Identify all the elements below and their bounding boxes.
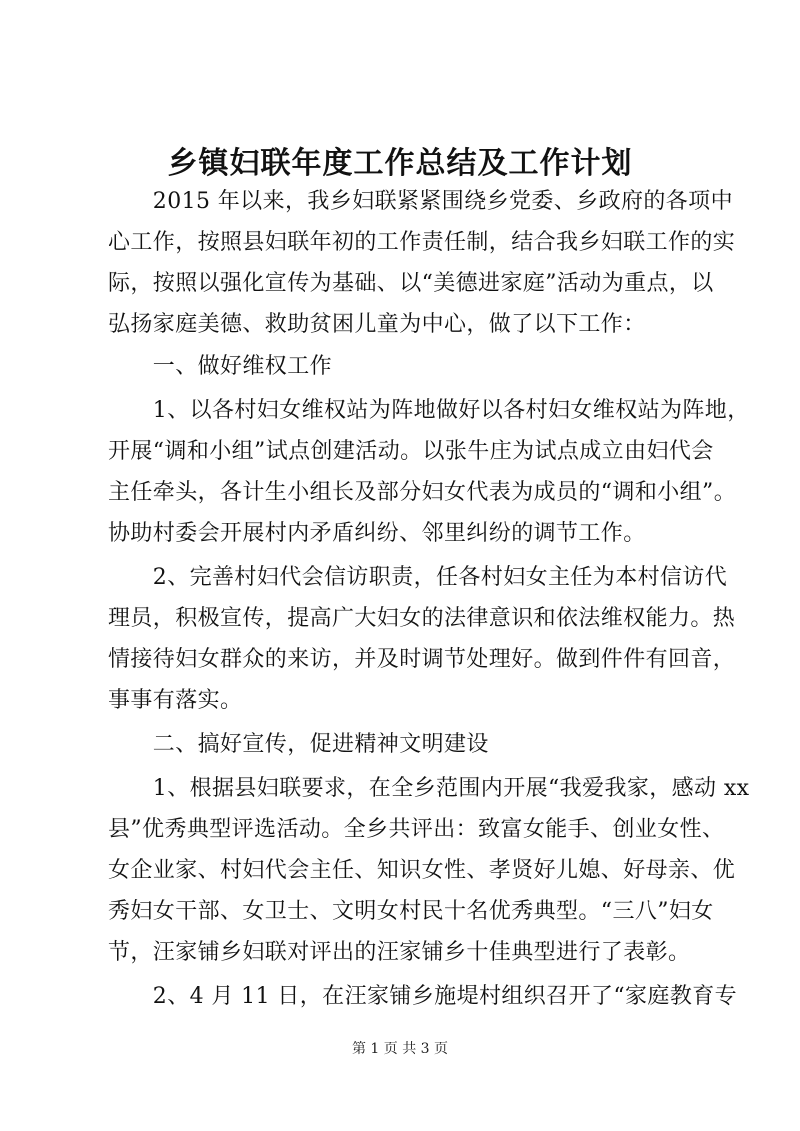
body-line: 1、以各村妇女维权站为阵地做好以各村妇女维权站为阵地， bbox=[108, 398, 750, 423]
body-line: 1、根据县妇联要求，在全乡范围内开展“我爱我家，感动 xx bbox=[108, 776, 750, 801]
body-line: 2、4 月 11 日，在汪家铺乡施堤村组织召开了“家庭教育专 bbox=[108, 984, 738, 1009]
page-footer: 第 1 页 共 3 页 bbox=[351, 1041, 449, 1057]
body-line: 理员，积极宣传，提高广大妇女的法律意识和依法维权能力。热 bbox=[108, 606, 736, 631]
body-line: 弘扬家庭美德、救助贫困儿童为中心，做了以下工作： bbox=[108, 312, 646, 337]
body-line: 2、完善村妇代会信访职责，任各村妇女主任为本村信访代 bbox=[108, 565, 728, 590]
page-title: 乡镇妇联年度工作总结及工作计划 bbox=[167, 146, 633, 181]
body-line: 秀妇女干部、女卫士、文明女村民十名优秀典型。“三八”妇女 bbox=[108, 899, 714, 924]
body-line: 主任牵头，各计生小组长及部分妇女代表为成员的“调和小组”。 bbox=[108, 480, 737, 505]
body-line: 心工作，按照县妇联年初的工作责任制，结合我乡妇联工作的实 bbox=[108, 230, 736, 255]
body-line: 际，按照以强化宣传为基础、以“美德进家庭”活动为重点，以 bbox=[108, 271, 714, 296]
section-heading: 一、做好维权工作 bbox=[108, 354, 333, 379]
body-line: 节，汪家铺乡妇联对评出的汪家铺乡十佳典型进行了表彰。 bbox=[108, 940, 691, 965]
body-line: 女企业家、村妇代会主任、知识女性、孝贤好儿媳、好母亲、优 bbox=[108, 858, 736, 883]
section-heading: 二、搞好宣传，促进精神文明建设 bbox=[108, 732, 489, 757]
body-line: 事事有落实。 bbox=[108, 688, 243, 713]
body-line: 县”优秀典型评选活动。全乡共评出：致富女能手、创业女性、 bbox=[108, 817, 725, 842]
body-line: 协助村委会开展村内矛盾纠纷、邻里纠纷的调节工作。 bbox=[108, 521, 646, 546]
body-line: 情接待妇女群众的来访，并及时调节处理好。做到件件有回音， bbox=[108, 647, 736, 672]
body-line: 2015 年以来，我乡妇联紧紧围绕乡党委、乡政府的各项中 bbox=[108, 189, 733, 214]
body-line: 开展“调和小组”试点创建活动。以张牛庄为试点成立由妇代会 bbox=[108, 439, 714, 464]
